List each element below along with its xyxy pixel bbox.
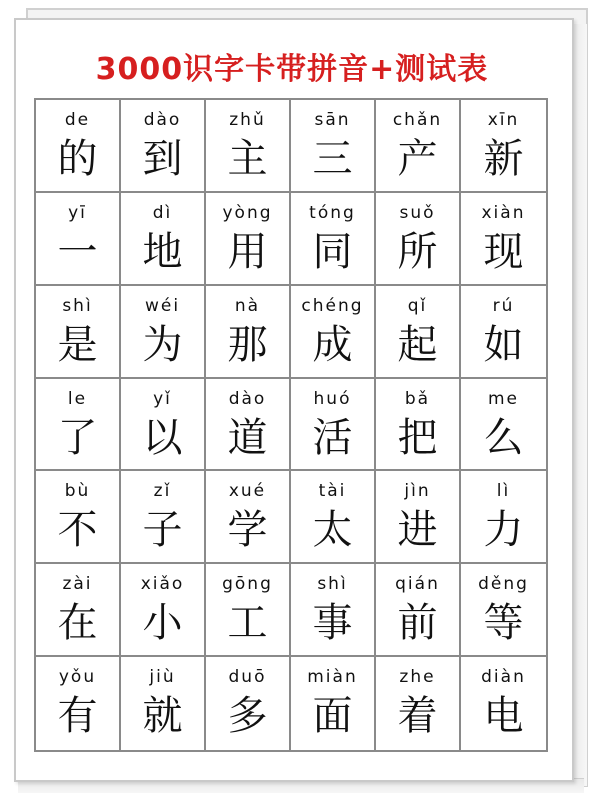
hanzi-character: 么 xyxy=(483,414,524,461)
pinyin-label: jiù xyxy=(149,667,176,688)
hanzi-character: 了 xyxy=(57,414,98,461)
pinyin-label: chéng xyxy=(301,295,364,316)
pinyin-label: yòng xyxy=(222,202,273,223)
character-card xyxy=(36,564,121,657)
pinyin-label: xīn xyxy=(487,110,520,130)
character-card xyxy=(36,286,121,379)
pinyin-label: zài xyxy=(62,574,93,595)
character-card xyxy=(121,657,206,750)
character-card xyxy=(36,193,121,286)
hanzi-character: 就 xyxy=(142,693,183,740)
hanzi-character: 新 xyxy=(483,136,524,182)
character-card xyxy=(206,657,291,750)
pinyin-label: zǐ xyxy=(153,481,172,502)
hanzi-character: 等 xyxy=(483,600,524,647)
pinyin-label: dào xyxy=(228,388,267,409)
character-card xyxy=(461,471,546,564)
character-card xyxy=(36,379,121,472)
pinyin-label: wéi xyxy=(144,295,181,316)
pinyin-label: tóng xyxy=(309,202,356,223)
hanzi-character: 力 xyxy=(483,507,524,554)
page-title: 3000识字卡带拼音+测试表 xyxy=(95,52,489,87)
pinyin-label: zhe xyxy=(399,667,436,688)
character-card xyxy=(291,379,376,472)
pinyin-label: shì xyxy=(62,295,93,316)
pinyin-label: yǐ xyxy=(153,388,172,409)
pinyin-label: de xyxy=(64,110,91,130)
pinyin-label: xué xyxy=(228,481,267,502)
hanzi-character: 同 xyxy=(312,228,353,275)
hanzi-character: 小 xyxy=(142,600,183,647)
pinyin-label: huó xyxy=(313,388,352,409)
hanzi-character: 多 xyxy=(227,693,268,740)
character-card xyxy=(291,657,376,750)
hanzi-character: 用 xyxy=(227,228,268,275)
pinyin-label: duō xyxy=(228,667,267,688)
hanzi-character: 产 xyxy=(397,136,438,182)
hanzi-character: 道 xyxy=(227,414,268,461)
character-card xyxy=(291,193,376,286)
character-card xyxy=(121,564,206,657)
hanzi-character: 为 xyxy=(142,321,183,368)
hanzi-character: 子 xyxy=(142,507,183,554)
pinyin-label: diàn xyxy=(481,667,526,688)
character-card xyxy=(291,100,376,193)
hanzi-character: 地 xyxy=(142,228,183,275)
hanzi-character: 事 xyxy=(312,600,353,647)
hanzi-character: 太 xyxy=(312,507,353,554)
pinyin-label: me xyxy=(487,388,520,409)
character-card xyxy=(376,100,461,193)
hanzi-character: 进 xyxy=(397,507,438,554)
hanzi-character: 有 xyxy=(57,693,98,740)
character-card xyxy=(206,193,291,286)
pinyin-label: tài xyxy=(318,481,347,502)
hanzi-character: 三 xyxy=(312,136,353,182)
pinyin-label: zhǔ xyxy=(229,110,266,130)
character-card xyxy=(206,564,291,657)
character-card xyxy=(291,564,376,657)
pinyin-label: yǒu xyxy=(58,667,97,688)
hanzi-character: 那 xyxy=(227,321,268,368)
pinyin-label: xiǎo xyxy=(140,574,185,595)
character-card xyxy=(376,286,461,379)
character-card xyxy=(461,193,546,286)
pinyin-label: qǐ xyxy=(407,295,428,316)
pinyin-label: shì xyxy=(317,574,348,595)
hanzi-character: 前 xyxy=(397,600,438,647)
pinyin-label: suǒ xyxy=(399,202,436,223)
character-card xyxy=(121,286,206,379)
character-card xyxy=(461,100,546,193)
pinyin-label: jìn xyxy=(404,481,431,502)
hanzi-character: 一 xyxy=(57,228,98,275)
hanzi-character: 是 xyxy=(57,321,98,368)
character-card xyxy=(36,657,121,750)
character-card xyxy=(121,100,206,193)
pinyin-label: bǎ xyxy=(404,388,431,409)
character-card xyxy=(376,564,461,657)
hanzi-character: 起 xyxy=(397,321,438,368)
hanzi-character: 以 xyxy=(142,414,183,461)
hanzi-character: 学 xyxy=(227,507,268,554)
hanzi-character: 主 xyxy=(227,136,268,182)
hanzi-character: 活 xyxy=(312,414,353,461)
pinyin-label: qián xyxy=(395,574,440,595)
character-card xyxy=(121,193,206,286)
pinyin-label: dì xyxy=(152,202,173,223)
hanzi-character: 着 xyxy=(397,693,438,740)
character-card xyxy=(206,286,291,379)
character-card xyxy=(121,379,206,472)
character-card xyxy=(376,471,461,564)
character-card xyxy=(291,471,376,564)
character-card xyxy=(206,100,291,193)
pinyin-label: rú xyxy=(492,295,515,316)
character-card xyxy=(206,471,291,564)
pinyin-label: xiàn xyxy=(481,202,526,223)
pinyin-label: chǎn xyxy=(392,110,443,130)
hanzi-character: 不 xyxy=(57,507,98,554)
hanzi-character: 现 xyxy=(483,228,524,275)
hanzi-character: 到 xyxy=(142,136,183,182)
hanzi-character: 把 xyxy=(397,414,438,461)
hanzi-character: 成 xyxy=(312,321,353,368)
character-card xyxy=(121,471,206,564)
character-card xyxy=(376,193,461,286)
character-card xyxy=(206,379,291,472)
pinyin-label: bù xyxy=(64,481,91,502)
pinyin-label: dào xyxy=(143,110,182,130)
character-card xyxy=(461,379,546,472)
pinyin-label: miàn xyxy=(307,667,358,688)
character-card xyxy=(36,471,121,564)
pinyin-label: nà xyxy=(234,295,261,316)
hanzi-character: 的 xyxy=(57,136,98,182)
hanzi-character: 所 xyxy=(397,228,438,275)
pinyin-label: le xyxy=(67,388,88,409)
character-card xyxy=(461,657,546,750)
hanzi-character: 在 xyxy=(57,600,98,647)
hanzi-character: 面 xyxy=(312,693,353,740)
hanzi-character: 电 xyxy=(483,693,524,740)
pinyin-label: gōng xyxy=(222,574,273,595)
hanzi-character: 工 xyxy=(227,600,268,647)
character-card xyxy=(376,379,461,472)
character-card xyxy=(36,100,121,193)
character-card xyxy=(291,286,376,379)
pinyin-label: děng xyxy=(478,574,529,595)
character-card xyxy=(376,657,461,750)
character-card xyxy=(461,286,546,379)
pinyin-label: sān xyxy=(314,110,351,130)
character-card xyxy=(461,564,546,657)
pinyin-label: yī xyxy=(68,202,87,223)
character-grid xyxy=(34,98,548,752)
hanzi-character: 如 xyxy=(483,321,524,368)
pinyin-label: lì xyxy=(496,481,511,502)
